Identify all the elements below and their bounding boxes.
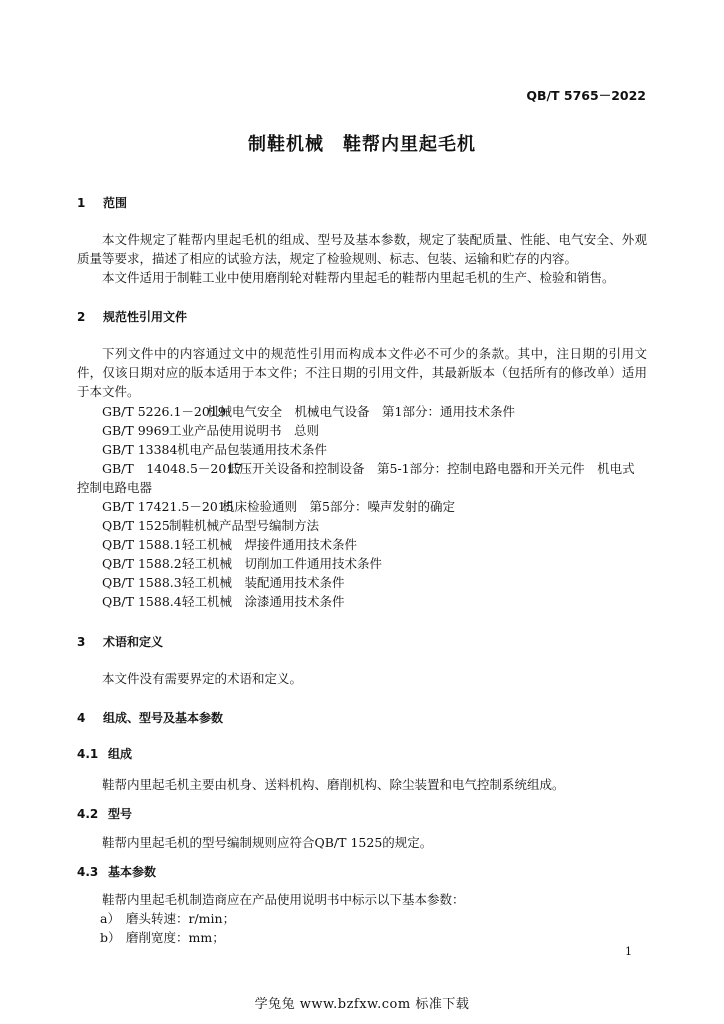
reference-title: 工业产品使用说明书 总则 [169, 423, 320, 438]
reference-title: 机械电气安全 机械电气设备 第1部分：通用技术条件 [207, 404, 515, 419]
subsection-4-1-heading [77, 745, 132, 762]
section-1-heading [77, 194, 127, 211]
section-3-text: 本文件没有需要界定的术语和定义。 [102, 671, 303, 686]
subsection-4-1-text: 鞋帮内里起毛机主要由机身、送料机构、磨削机构、除尘装置和电气控制系统组成。 [102, 777, 565, 792]
reference-item [102, 592, 345, 611]
reference-code: GB/T 9969 [102, 423, 170, 438]
reference-title: 机电产品包装通用技术条件 [177, 442, 328, 457]
subsection-4-3-text: 鞋帮内里起毛机制造商应在产品使用说明书中标示以下基本参数： [102, 892, 465, 907]
section-1-paragraph-2: 本文件适用于制鞋工业中使用磨削轮对鞋帮内里起毛的鞋帮内里起毛机的生产、检验和销售。 [102, 270, 615, 285]
reference-title: 轻工机械 切削加工件通用技术条件 [182, 556, 383, 571]
reference-item [102, 459, 635, 478]
subsection-4-2-text: 鞋帮内里起毛机的型号编制规则应符合QB/T 1525的规定。 [102, 835, 433, 850]
subsection-4-1-title: 组成 [108, 747, 133, 761]
page-number: 1 [625, 945, 632, 958]
reference-code: QB/T 1525 [102, 518, 170, 533]
section-1-number: 1 [77, 196, 86, 210]
reference-title: 轻工机械 涂漆通用技术条件 [182, 594, 345, 609]
subsection-4-1-number: 4.1 [77, 747, 99, 761]
reference-item [102, 440, 327, 459]
subsection-4-2-heading [77, 805, 132, 822]
subsection-4-3-title: 基本参数 [108, 865, 157, 879]
list-item-marker: a） [100, 911, 120, 926]
reference-item [102, 535, 357, 554]
subsection-4-3-heading [77, 863, 156, 880]
section-2-number: 2 [77, 310, 86, 324]
reference-code: QB/T 1588.3 [102, 575, 182, 590]
list-item [100, 928, 225, 947]
reference-title: 轻工机械 装配通用技术条件 [182, 575, 345, 590]
section-1-paragraph-1: 本文件规定了鞋帮内里起毛机的组成、型号及基本参数，规定了装配质量、性能、电气安全、外观质量等要求，描述了相应的试验方法，规定了检验规则、标志、包装、运输和贮存的内容。 [77, 232, 647, 266]
reference-code: QB/T 1588.2 [102, 556, 182, 571]
reference-code: GB/T 5226.1－2019 [102, 404, 226, 419]
list-item [100, 909, 235, 928]
reference-title: 机床检验通则 第5部分：噪声发射的确定 [222, 499, 455, 514]
reference-continuation: 控制电路电器 [77, 480, 153, 495]
reference-code: GB/T 17421.5－2015 [102, 499, 234, 514]
reference-code: GB/T 14048.5－2017 [102, 461, 243, 476]
reference-code: GB/T 13384 [102, 442, 178, 457]
reference-code: QB/T 1588.1 [102, 537, 182, 552]
section-2-heading [77, 308, 187, 325]
section-4-heading [77, 709, 223, 726]
subsection-4-3-number: 4.3 [77, 865, 99, 879]
section-1-title: 范围 [103, 196, 128, 210]
footer-watermark-text: 学兔兔 www.bzfxw.com 标准下载 [254, 997, 470, 1012]
section-3-title: 术语和定义 [103, 635, 164, 649]
reference-title: 制鞋机械产品型号编制方法 [169, 518, 320, 533]
section-2-title: 规范性引用文件 [103, 310, 188, 324]
reference-title: 低压开关设备和控制设备 第5-1部分：控制电路电器和开关元件 机电式 [227, 461, 635, 476]
section-3-number: 3 [77, 635, 86, 649]
reference-item [102, 402, 515, 421]
subsection-4-2-title: 型号 [108, 807, 133, 821]
reference-item [102, 516, 319, 535]
reference-item [102, 497, 455, 516]
document-title: 制鞋机械 鞋帮内里起毛机 [248, 134, 476, 155]
section-2-intro: 下列文件中的内容通过文中的规范性引用而构成本文件必不可少的条款。其中，注日期的引用文件，仅该日期对应的版本适用于本文件；不注日期的引用文件，其最新版本（包括所有的修改单）适用于本文件。 [77, 346, 647, 399]
section-4-title: 组成、型号及基本参数 [103, 711, 224, 725]
list-item-text: 磨头转速：r/min； [126, 911, 236, 926]
reference-item [102, 554, 382, 573]
list-item-marker: b） [100, 930, 121, 945]
subsection-4-2-number: 4.2 [77, 807, 99, 821]
reference-title: 轻工机械 焊接件通用技术条件 [182, 537, 358, 552]
list-item-text: 磨削宽度：mm； [126, 930, 225, 945]
reference-code: QB/T 1588.4 [102, 594, 182, 609]
standard-code: QB/T 5765－2022 [526, 88, 646, 103]
reference-item [102, 573, 345, 592]
section-4-number: 4 [77, 711, 86, 725]
reference-item [102, 421, 319, 440]
section-3-heading [77, 633, 163, 650]
